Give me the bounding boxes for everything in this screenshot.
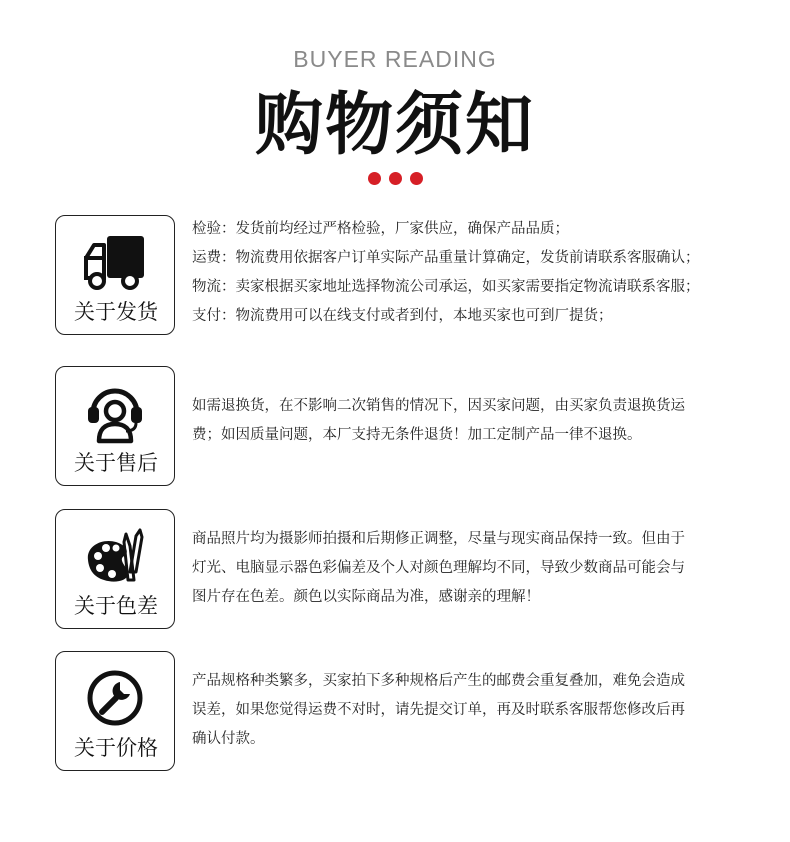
text-line: 误差，如果您觉得运费不对时，请先提交订单，再及时联系客服帮您修改后再 — [192, 702, 685, 718]
text-line: 运费：物流费用依据客户订单实际产品重量计算确定，发货前请联系客服确认； — [192, 250, 700, 266]
section-shipping — [55, 215, 755, 337]
palette-icon — [82, 522, 148, 588]
icon-box-after-sales — [55, 366, 175, 486]
text-line: 如需退换货，在不影响二次销售的情况下，因买家问题，由买家负责退换货运 — [192, 398, 685, 414]
section-text — [192, 392, 752, 450]
page-title: 购物须知 — [254, 86, 535, 165]
text-line: 检验：发货前均经过严格检验，厂家供应，确保产品品质； — [192, 221, 569, 237]
text-line: 图片存在色差。颜色以实际商品为准，感谢亲的理解！ — [192, 589, 540, 605]
truck-icon — [82, 228, 148, 294]
decorative-dots — [0, 172, 790, 185]
text-line: 支付：物流费用可以在线支付或者到付，本地买家也可到厂提货； — [192, 308, 613, 324]
text-line: 商品照片均为摄影师拍摄和后期修正调整，尽量与现实商品保持一致。但由于 — [192, 531, 685, 547]
section-color-difference — [55, 509, 755, 631]
icon-box-shipping — [55, 215, 175, 335]
section-text — [192, 667, 752, 754]
text-line: 费；如因质量问题，本厂支持无条件退货！加工定制产品一律不退换。 — [192, 427, 642, 443]
red-dot — [368, 172, 381, 185]
section-price — [55, 651, 755, 773]
section-label: 关于色差 — [74, 594, 158, 618]
text-line: 确认付款。 — [192, 731, 265, 747]
icon-box-color-difference — [55, 509, 175, 629]
section-label: 关于售后 — [74, 451, 158, 475]
text-line: 产品规格种类繁多，买家拍下多种规格后产生的邮费会重复叠加，难免会造成 — [192, 673, 685, 689]
section-text — [192, 525, 752, 612]
text-line: 物流：卖家根据买家地址选择物流公司承运，如买家需要指定物流请联系客服； — [192, 279, 700, 295]
section-label: 关于发货 — [74, 300, 158, 324]
red-dot — [389, 172, 402, 185]
wrench-icon — [82, 664, 148, 730]
headset-icon — [82, 379, 148, 445]
red-dot — [410, 172, 423, 185]
section-text — [192, 215, 752, 331]
section-after-sales — [55, 366, 755, 488]
section-label: 关于价格 — [74, 736, 158, 760]
header-subtitle: BUYER READING — [293, 46, 497, 72]
icon-box-price — [55, 651, 175, 771]
text-line: 灯光、电脑显示器色彩偏差及个人对颜色理解均不同，导致少数商品可能会与 — [192, 560, 685, 576]
